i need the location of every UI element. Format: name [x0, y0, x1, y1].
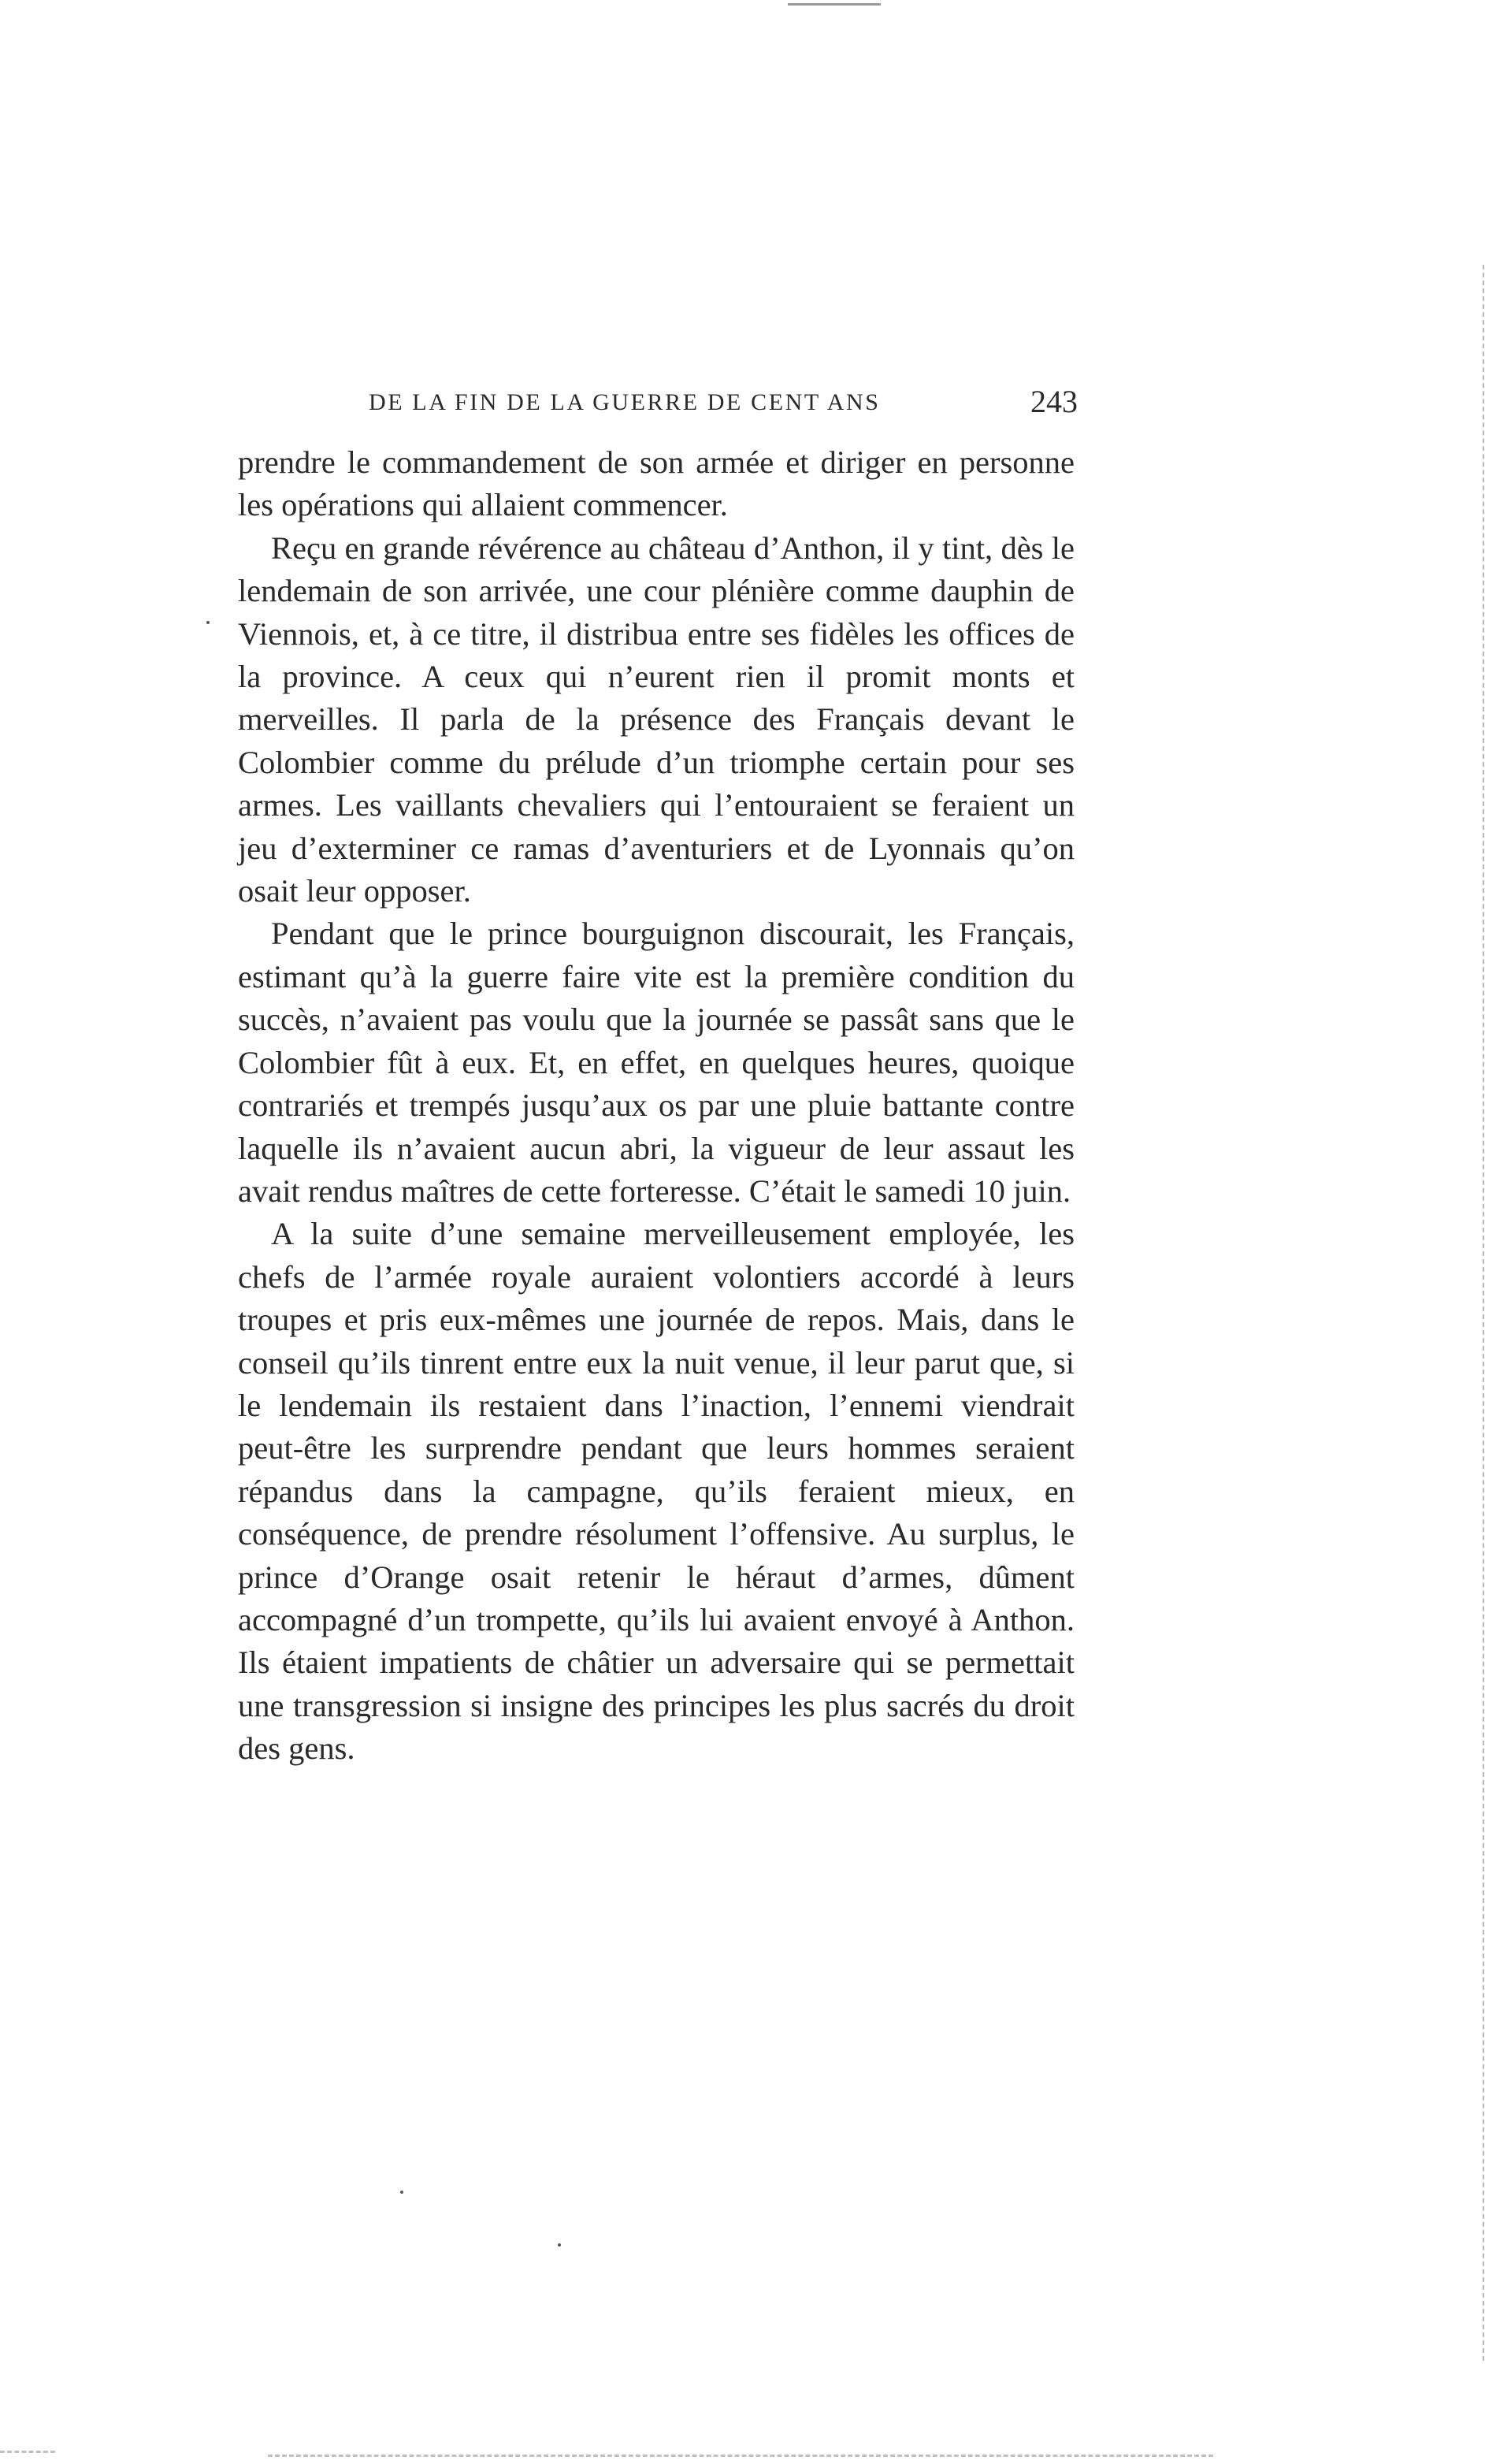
- paragraph-colombier-assault: Pendant que le prince bourguignon discourait, les Français, estimant qu’à la guerre faire vite est la première condition du succès, n’avaient pas voulu que la journée se passât sans que le Colombier fût à eux. Et, en effet, en quelques heures, quoique contrariés et trempés jusqu’aux os par une pluie battante contre laquelle ils n’avaient aucun abri, la vigueur de leur assaut les avait rendus maîtres de cette forteresse. C’était le samedi 10 juin.: [238, 916, 1075, 1209]
- scan-bottom-left-edge: [0, 2451, 55, 2455]
- page-number: 243: [1030, 384, 1078, 419]
- paragraph-continued: prendre le commandement de son armée et diriger en personne les opérations qui allaient commencer.: [238, 444, 1075, 523]
- scan-speck: [400, 2191, 403, 2194]
- running-title: DE LA FIN DE LA GUERRE DE CENT ANS: [369, 389, 881, 415]
- scan-bottom-edge: [268, 2455, 1213, 2458]
- scan-speck: [558, 2243, 561, 2247]
- scan-top-rule: [788, 3, 881, 6]
- body-text: [238, 441, 1075, 1771]
- page-header: [369, 383, 1078, 430]
- paragraph-council-of-war: A la suite d’une semaine merveilleusement employée, les chefs de l’armée royale auraient volontiers accordé à leurs troupes et pris eux-mêmes une journée de repos. Mais, dans le conseil qu’ils tinrent entre eux la nuit venue, il leur parut que, si le lendemain ils restaient dans l’inaction, l’ennemi viendrait peut-être les surprendre pendant que leurs hommes seraient répandus dans la campagne, qu’ils feraient mieux, en conséquence, de prendre résolument l’offensive. Au surplus, le prince d’Orange osait retenir le héraut d’armes, dûment accompagné d’un trompette, qu’ils lui avaient envoyé à Anthon. Ils étaient impatients de châtier un adversaire qui se permettait une transgression si insigne des principes les plus sacrés du droit des gens.: [238, 1216, 1075, 1767]
- scan-speck: [206, 621, 210, 624]
- paragraph-anthon-court: Reçu en grande révérence au château d’Anthon, il y tint, dès le lendemain de son arrivée, une cour plénière comme dauphin de Viennois, et, à ce titre, il distribua entre ses fidèles les offices de la province. A ceux qui n’eurent rien il promit monts et merveilles. Il parla de la présence des Français devant le Colombier comme du prélude d’un triomphe certain pour ses armes. Les vaillants chevaliers qui l’entouraient se feraient un jeu d’exterminer ce ramas d’aventuriers et de Lyonnais qu’on osait leur opposer.: [238, 530, 1075, 909]
